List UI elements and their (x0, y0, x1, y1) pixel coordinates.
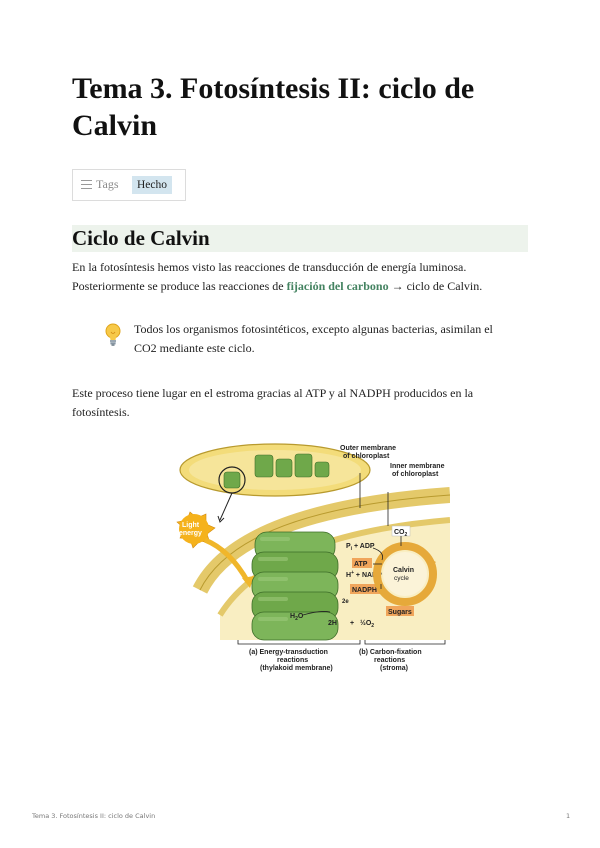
light-label-2: energy (179, 530, 202, 537)
caption-b-1: (b) Carbon-fixation (359, 649, 422, 656)
intro-paragraph (72, 258, 522, 296)
atp-label: ATP (354, 561, 368, 568)
footer-title: Tema 3. Fotosíntesis II: ciclo de Calvin (32, 812, 156, 820)
inner-membrane-label-1: Inner membrane (390, 463, 445, 470)
tags-label: Tags (96, 177, 119, 191)
callout-text: Todos los organismos fotosintéticos, excepto algunas bacterias, asimilan el CO2 mediante este ciclo. (134, 322, 493, 355)
pi-adp-label: $P_i$ + ADP (346, 543, 375, 552)
calvin-label-2: cycle (394, 575, 409, 582)
list-icon (81, 180, 92, 190)
calvin-cycle-figure (160, 440, 450, 675)
page-number: 1 (566, 812, 571, 820)
two-h-label: 2H (328, 620, 337, 627)
tag-chip[interactable]: Hecho (132, 176, 172, 194)
page-title: Tema 3. Fotosíntesis II: ciclo de Calvin (72, 72, 475, 142)
caption-b-3: (stroma) (380, 665, 409, 672)
intro-text-start: En la fotosíntesis hemos visto las reacciones de transducción de energía luminosa. Posteriormente se produce las reacciones de (72, 260, 467, 293)
highlight-term: fijación del carbono (286, 279, 389, 293)
intro-text-end: → ciclo de Calvin. (388, 279, 483, 293)
outer-membrane-label-2: of chloroplast (343, 453, 390, 460)
outer-membrane-label-1: Outer membrane (340, 445, 397, 452)
nadph-label: NADPH (352, 587, 377, 594)
caption-a-1: (a) Energy-transduction (249, 649, 328, 656)
electron-label: 2e (342, 599, 349, 605)
plus-label: + (350, 620, 355, 627)
inner-membrane-label-2: of chloroplast (392, 471, 439, 478)
section-heading: Ciclo de Calvin (72, 225, 528, 252)
tags-property[interactable] (72, 169, 186, 201)
thylakoid-stack (252, 532, 338, 640)
caption-b-2: reactions (374, 657, 406, 664)
sugars-label: Sugars (388, 609, 412, 616)
light-label-1: Light (182, 522, 200, 529)
lightbulb-icon (104, 323, 122, 347)
co2-label: $CO_2$ (394, 529, 408, 538)
water-label: $H_2O$ (290, 613, 304, 622)
calvin-label-1: Calvin (393, 567, 415, 574)
h-nadp-label: H+ + NADP (346, 570, 382, 579)
half-o2-label: $\frac{1}{2}O_2$ (360, 620, 375, 629)
stroma-paragraph: Este proceso tiene lugar en el estroma gracias al ATP y al NADPH producidos en la fotosíntesis. (72, 386, 474, 419)
caption-a-2: reactions (277, 657, 309, 664)
caption-a-3: (thylakoid membrane) (260, 665, 333, 672)
